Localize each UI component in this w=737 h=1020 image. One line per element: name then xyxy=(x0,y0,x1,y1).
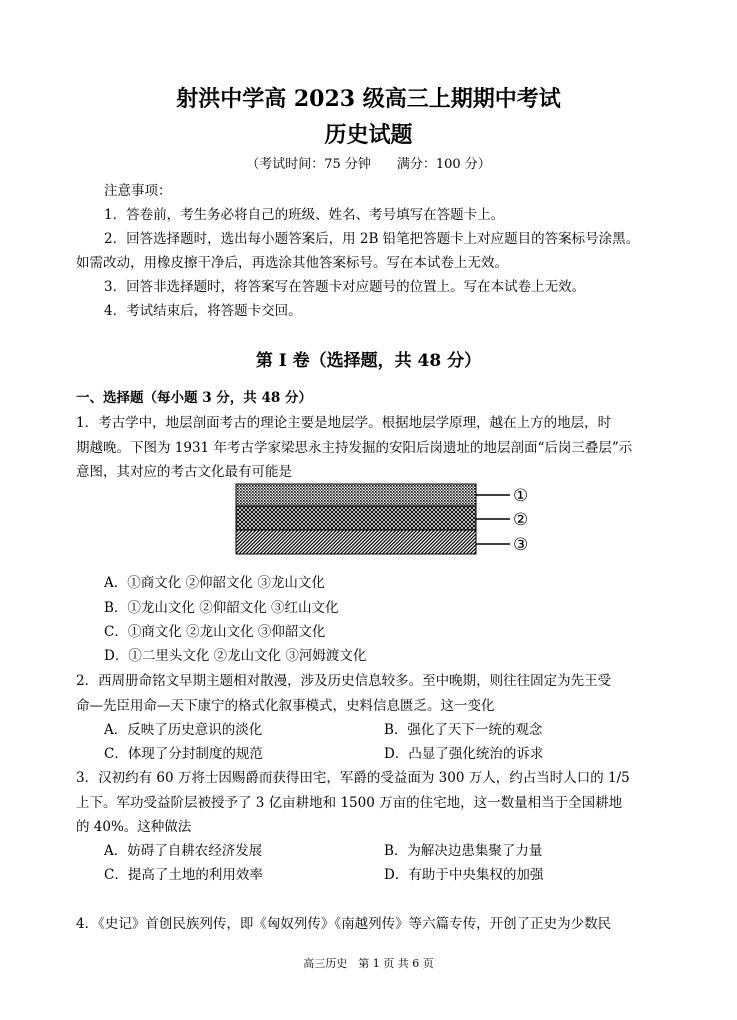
note-item: 4．考试结束后，将答题卡交回。 xyxy=(104,303,302,319)
page-footer: 高三历史 第 1 页 共 6 页 xyxy=(303,957,434,970)
note-item: 2．回答选择题时，选出每小题答案后，用 2B 铅笔把答题卡上对应题目的答案标号涂黑。 xyxy=(104,231,640,247)
part1-title: 第 I 卷（选择题，共 48 分） xyxy=(255,351,482,371)
q3-option-a: A．妨碍了自耕农经济发展 xyxy=(104,843,263,859)
q1-stem-line: 意图，其对应的考古文化最有可能是 xyxy=(76,464,292,480)
q2-option-d: D．凸显了强化统治的诉求 xyxy=(384,746,544,762)
stratigraphy-figure xyxy=(234,482,534,556)
stratum-layer-3 xyxy=(236,530,476,554)
notes-heading: 注意事项： xyxy=(104,183,172,199)
q2-stem-line: 命—先臣用命—天下康宁的格式化叙事模式，史料信息匮乏。这一变化 xyxy=(76,698,495,714)
q2-stem-line: 2．西周册命铭文早期主题相对散漫，涉及历史信息较多。至中晚期，则往往固定为先王受 xyxy=(76,673,612,689)
q1-stem-line: 1．考古学中，地层剖面考古的理论主要是地层学。根据地层学原理，越在上方的地层，时 xyxy=(76,415,612,431)
q1-option-c: C．①商文化 ②龙山文化 ③仰韶文化 xyxy=(104,624,326,640)
subject-title: 历史试题 xyxy=(324,122,413,148)
q1-option-d: D．①二里头文化 ②龙山文化 ③河姆渡文化 xyxy=(104,648,367,664)
layer-label: ③ xyxy=(513,535,529,555)
q2-option-a: A．反映了历史意识的淡化 xyxy=(104,722,263,738)
q4-stem-line: 4．《史记》首创民族列传，即《匈奴列传》《南越列传》等六篇专传，开创了正史为少数民 xyxy=(76,916,612,932)
q3-option-c: C．提高了土地的利用效率 xyxy=(104,867,263,883)
layer-label: ① xyxy=(513,486,529,506)
exam-info: （考试时间：75 分钟 满分：100 分） xyxy=(246,157,491,172)
q1-option-a: A．①商文化 ②仰韶文化 ③龙山文化 xyxy=(104,575,325,591)
stratum-layer-1 xyxy=(236,484,476,506)
q2-option-c: C．体现了分封制度的规范 xyxy=(104,746,263,762)
q3-option-d: D．有助于中央集权的加强 xyxy=(384,867,544,883)
q3-stem-line: 3．汉初约有 60 万将士因赐爵而获得田宅，军爵的受益面为 300 万人，约占当时人口的 1/5 xyxy=(76,770,630,786)
stratum-layer-2 xyxy=(236,506,476,530)
note-item: 如需改动，用橡皮擦干净后，再选涂其他答案标号。写在本试卷上无效。 xyxy=(76,255,508,271)
q1-stem-line: 期越晚。下图为 1931 年考古学家梁思永主持发掘的安阳后岗遗址的地层剖面“后岗三叠层”示 xyxy=(76,440,633,456)
section-heading: 一、选择题（每小题 3 分，共 48 分） xyxy=(76,390,312,406)
layer-label: ② xyxy=(513,510,529,530)
note-item: 3．回答非选择题时，将答案写在答题卡对应题号的位置上。写在本试卷上无效。 xyxy=(104,279,586,295)
exam-title: 射洪中学高 2023 级高三上期期中考试 xyxy=(176,86,561,112)
q3-stem-line: 的 40%。这种做法 xyxy=(76,819,192,835)
q1-option-b: B．①龙山文化 ②仰韶文化 ③红山文化 xyxy=(104,600,339,616)
q2-option-b: B．强化了天下一统的观念 xyxy=(384,722,543,738)
q3-stem-line: 上下。军功受益阶层被授予了 3 亿亩耕地和 1500 万亩的住宅地，这一数量相当于全国耕地 xyxy=(76,795,623,811)
note-item: 1．答卷前，考生务必将自己的班级、姓名、考号填写在答题卡上。 xyxy=(104,207,505,223)
q3-option-b: B．为解决边患集聚了力量 xyxy=(384,843,543,859)
